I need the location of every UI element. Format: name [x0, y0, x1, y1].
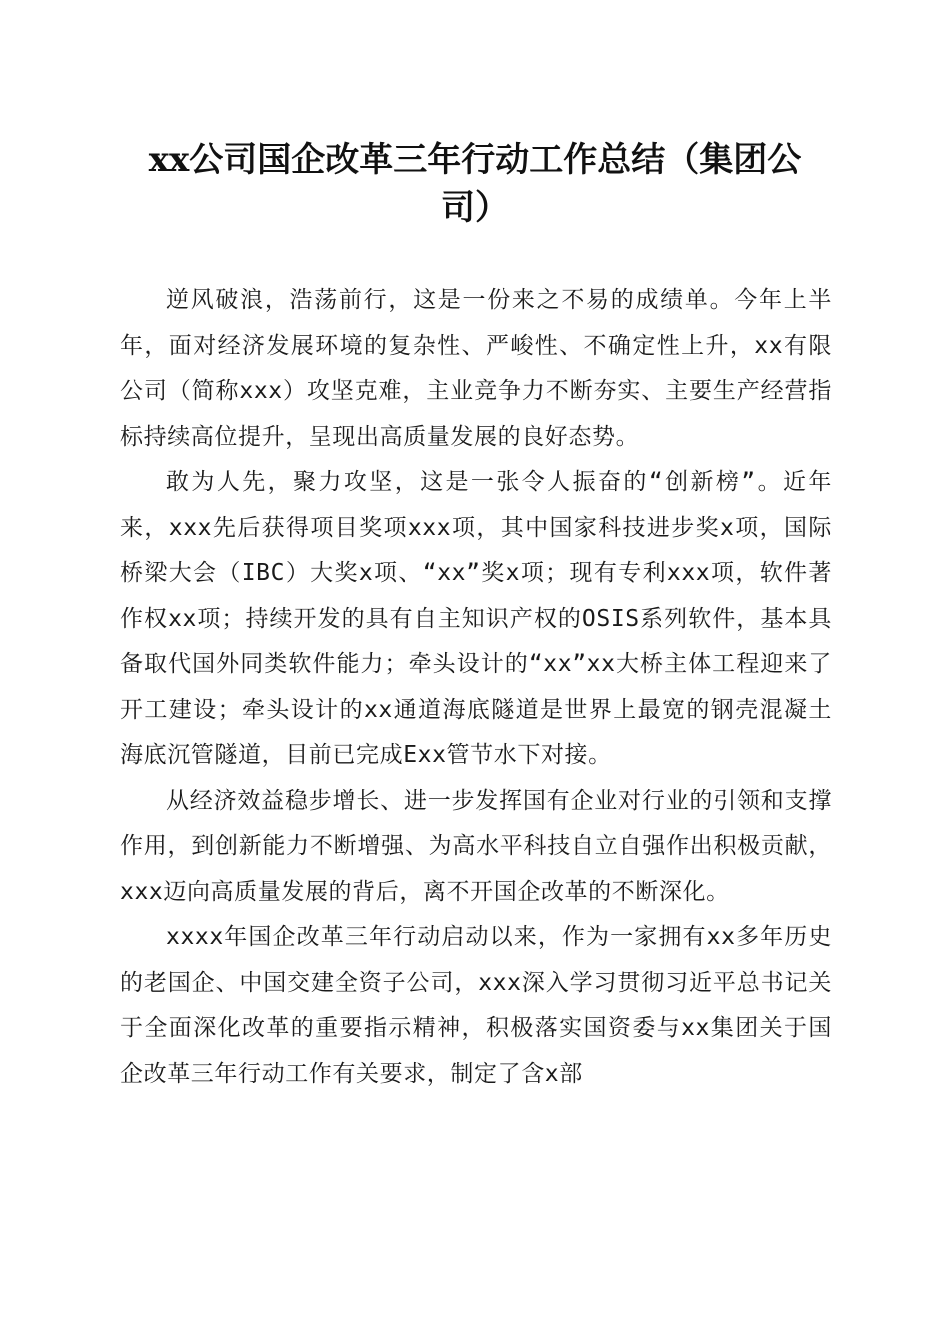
document-title	[110, 136, 840, 232]
document-body	[120, 278, 832, 1097]
title-line-2: 司）	[441, 188, 509, 228]
paragraph-2: 敢为人先，聚力攻坚，这是一张令人振奋的“创新榜”。近年来，xxx先后获得项目奖项xxx项，其中国家科技进步奖x项，国际桥梁大会（IBC）大奖x项、“xx”奖x项；现有专利xxx项，软件著作权xx项；持续开发的具有自主知识产权的OSIS系列软件，基本具备取代国外同类软件能力；牵头设计的“xx”xx大桥主体工程迎来了开工建设；牵头设计的xx通道海底隧道是世界上最宽的钢壳混凝土海底沉管隧道，目前已完成Exx管节水下对接。	[120, 469, 832, 768]
paragraph-3: 从经济效益稳步增长、进一步发挥国有企业对行业的引领和支撑作用，到创新能力不断增强、为高水平科技自立自强作出积极贡献，xxx迈向高质量发展的背后，离不开国企改革的不断深化。	[120, 787, 832, 905]
paragraph-1: 逆风破浪，浩荡前行，这是一份来之不易的成绩单。今年上半年，面对经济发展环境的复杂性、严峻性、不确定性上升，xx有限公司（简称xxx）攻坚克难，主业竞争力不断夯实、主要生产经营指标持续高位提升，呈现出高质量发展的良好态势。	[120, 287, 832, 450]
paragraph-4: xxxx年国企改革三年行动启动以来，作为一家拥有xx多年历史的老国企、中国交建全资子公司，xxx深入学习贯彻习近平总书记关于全面深化改革的重要指示精神，积极落实国资委与xx集团关于国企改革三年行动工作有关要求，制定了含x部	[120, 924, 832, 1087]
title-line-1: xx公司国企改革三年行动工作总结（集团公	[148, 140, 802, 180]
